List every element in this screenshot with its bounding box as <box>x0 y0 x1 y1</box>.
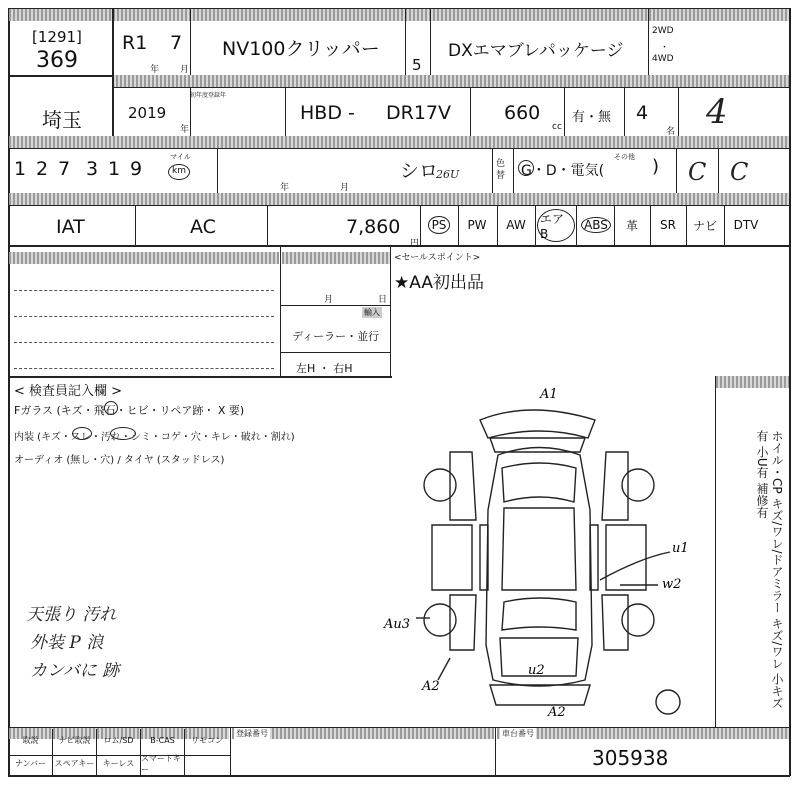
opt-div <box>576 205 577 245</box>
region: 埼玉 <box>42 108 82 132</box>
opt-div <box>724 205 725 245</box>
vrule-9 <box>564 87 565 136</box>
rear-window <box>502 598 576 630</box>
windshield <box>502 463 576 502</box>
wheel-rr <box>622 604 654 636</box>
frame-right <box>789 8 791 776</box>
label-a1: A1 <box>540 387 558 402</box>
option-ps-label: PS <box>428 216 451 234</box>
header-bar-5 <box>9 252 279 264</box>
fuel-other: その他 <box>614 153 635 161</box>
vrule-14 <box>513 148 514 193</box>
right-fender <box>602 452 628 520</box>
color-code: 26U <box>436 168 460 181</box>
first-reg-year: 2019 <box>128 104 167 122</box>
mileage-digit: 2 <box>36 158 49 180</box>
turbo: 有・無 <box>572 110 612 125</box>
opt-div <box>686 205 687 245</box>
chassis-number: 305938 <box>592 746 669 770</box>
vrule-16 <box>718 148 719 193</box>
seats-unit: 名 <box>666 127 676 137</box>
recycle-fee: 7,860 <box>346 216 401 238</box>
model-prefix: HBD - <box>300 102 355 124</box>
frame-bottom <box>8 775 790 777</box>
reg-number-label: 登録番号 <box>236 729 268 738</box>
mileage-digit: 3 <box>86 158 99 180</box>
mileage-digit: 7 <box>58 158 71 180</box>
mileage-digit: 1 <box>108 158 121 180</box>
acc-item: 取説 <box>9 729 53 752</box>
label-au3: Au3 <box>384 617 411 632</box>
label-a2-bottom: A2 <box>548 705 566 720</box>
import-label: 輸入 <box>364 308 380 317</box>
interior-line: 内装 (キズ・スレ・汚れ・シミ・コゲ・穴・キレ・破れ・割れ) <box>14 432 295 443</box>
rule-7 <box>8 727 790 728</box>
header-bar-2 <box>112 75 789 87</box>
header-bar-4 <box>9 193 789 205</box>
header-bar-10 <box>497 727 789 739</box>
lot-number: 369 <box>36 48 78 73</box>
wheel-rl <box>424 604 456 636</box>
front-bumper <box>490 438 585 452</box>
drive-sep: ・ <box>660 43 670 53</box>
rule-notes-2 <box>280 352 390 353</box>
shaken-year: 年 <box>280 183 290 193</box>
vrule-17 <box>135 205 136 245</box>
option-navi: ナビ <box>692 218 717 233</box>
steering-option: 左H ・ 右H <box>296 362 353 375</box>
label-w2: w2 <box>662 577 682 592</box>
left-door <box>432 525 472 590</box>
label-a2-left: A2 <box>422 679 440 694</box>
month-label: 月 <box>324 295 334 305</box>
rear-view <box>490 685 590 705</box>
cc-unit: cc <box>552 122 562 132</box>
pointer-u1 <box>600 552 670 580</box>
vrule-10 <box>624 87 625 136</box>
option-airbag-label: エアB <box>537 209 575 242</box>
vrule-11 <box>678 87 679 136</box>
vrule-13 <box>492 148 493 193</box>
vrule-7 <box>285 87 286 136</box>
header-bar-7 <box>716 376 789 388</box>
opt-div <box>650 205 651 245</box>
car-diagram <box>380 380 710 725</box>
lot-code: [1291] <box>32 28 82 46</box>
vrule-24 <box>495 727 496 776</box>
opt-div <box>497 205 498 245</box>
displacement: 660 <box>504 102 541 124</box>
interior-circle-2 <box>110 427 136 440</box>
opt-div <box>458 205 459 245</box>
month-value: 7 <box>170 32 183 54</box>
note-line <box>14 342 274 343</box>
header-bar-9 <box>232 727 494 739</box>
vrule-21 <box>390 245 391 378</box>
option-aw: AW <box>506 218 526 232</box>
option-abs-label: ABS <box>581 217 611 233</box>
acc-item: スマートキー <box>141 752 185 775</box>
option-leather: 革 <box>625 218 638 233</box>
right-quarter <box>602 595 628 650</box>
rule-5 <box>8 245 790 247</box>
opt-div <box>535 205 536 245</box>
rule-notes-1 <box>280 305 390 306</box>
left-quarter <box>450 595 476 650</box>
label-u1: u1 <box>672 541 689 556</box>
rule-2 <box>112 87 790 88</box>
acc-item: ナビ取説 <box>53 729 97 752</box>
first-reg-unit: 年 <box>180 125 190 135</box>
wheel-fl <box>424 469 456 501</box>
note-line <box>14 368 274 369</box>
drive-2wd: 2WD <box>652 26 674 36</box>
dealer-option: ディーラー・並行 <box>292 330 380 343</box>
header-bar-3 <box>9 136 789 148</box>
vrule-12 <box>217 148 218 193</box>
fuel: G・D・電気( <box>521 163 605 179</box>
first-reg-note: 初年度登録年 <box>190 92 227 99</box>
vrule-20 <box>280 245 281 378</box>
color: シロ <box>400 160 439 182</box>
sales-point-label: <セールスポイント> <box>394 253 481 263</box>
year-unit: 年 <box>150 65 160 75</box>
vrule-1 <box>112 8 114 136</box>
drive-4wd: 4WD <box>652 54 674 64</box>
hand-note-3: カンバに 跡 <box>30 661 120 681</box>
acc-item: B-CAS <box>141 729 185 752</box>
year-label: R1 <box>122 32 148 54</box>
sales-point: ★AA初出品 <box>394 273 484 293</box>
interior-grade: C <box>688 158 707 186</box>
shaken-month: 月 <box>340 183 350 193</box>
grade: DXエマブレパッケージ <box>448 41 624 61</box>
vrule-4 <box>430 8 431 75</box>
acc-item: リモコン <box>191 736 223 745</box>
option-abs <box>578 207 614 243</box>
front-view <box>480 410 595 438</box>
vrule-8 <box>470 87 471 136</box>
mileage-digit: 9 <box>130 158 143 180</box>
option-dtv: DTV <box>733 218 759 232</box>
model-code: DR17V <box>386 102 452 124</box>
hand-note-1: 天張り 汚れ <box>26 605 117 625</box>
aircon: AC <box>190 216 216 238</box>
acc-item: ナンバー <box>9 752 53 775</box>
corner-mark <box>656 690 680 714</box>
fuel-close: ) <box>652 156 660 177</box>
header-bar-6 <box>282 252 390 264</box>
note-line <box>14 290 274 291</box>
left-fender <box>450 452 476 520</box>
vrule-2 <box>190 8 191 75</box>
header-bar-1 <box>9 9 789 21</box>
yen-unit: 円 <box>410 239 420 249</box>
vrule-22 <box>715 376 716 727</box>
interior-circle-1 <box>72 427 92 440</box>
audio-line: オーディオ (無し・穴) / タイヤ (スタッドレス) <box>14 455 225 466</box>
hand-note-2: 外装 P 浪 <box>30 633 104 653</box>
exterior-grade: C <box>730 158 749 186</box>
roof <box>502 508 576 590</box>
vrule-5 <box>648 8 649 75</box>
rule-4 <box>8 205 790 206</box>
acc-item: ロム/SD <box>97 729 141 752</box>
acc-item <box>185 752 229 775</box>
acc-item: キーレス <box>97 752 141 775</box>
vrule-23 <box>230 727 231 776</box>
inspector-title: < 検査員記入欄 > <box>14 384 123 399</box>
rule-6 <box>8 376 392 378</box>
mileage-unit-mile: マイル <box>170 153 191 161</box>
windshield-circle <box>104 401 118 415</box>
rule-3 <box>8 148 790 149</box>
vrule-3 <box>405 8 406 75</box>
mileage-unit-km: km <box>172 166 186 176</box>
right-door <box>606 525 646 590</box>
rule-lot <box>8 75 112 77</box>
day-label: 日 <box>378 295 388 305</box>
model-name: NV100クリッパー <box>222 38 380 60</box>
option-pw: PW <box>467 218 487 232</box>
mileage-digit: 1 <box>14 158 27 180</box>
mileage <box>14 158 152 180</box>
seats: 4 <box>636 102 649 124</box>
color-side: 色替 <box>496 159 506 181</box>
five-mark: 5 <box>412 56 422 74</box>
option-sr: SR <box>660 218 676 232</box>
vrule-19 <box>420 205 421 245</box>
pointer-a2 <box>438 658 450 680</box>
option-ps <box>422 207 456 243</box>
handwritten-score: 4 <box>706 92 728 132</box>
damage-legend: ホイル・CP キズ/ワレ/ドアミラー キズ/ワレ 小キズ有 小U有 補修有 <box>755 430 784 710</box>
month-unit: 月 <box>180 65 190 75</box>
wheel-fr <box>622 469 654 501</box>
accessory-grid <box>9 729 229 775</box>
frame-left <box>8 8 10 776</box>
acc-item: スペアキー <box>53 752 97 775</box>
vrule-15 <box>676 148 677 193</box>
label-u2: u2 <box>528 663 545 678</box>
option-airbag <box>537 207 575 243</box>
transmission: IAT <box>56 216 85 238</box>
opt-div <box>614 205 615 245</box>
windshield-line: Fガラス (キズ・飛石・ヒビ・リペア跡・ X 要) <box>14 404 245 417</box>
note-line <box>14 316 274 317</box>
vrule-18 <box>267 205 268 245</box>
chassis-label: 車台番号 <box>502 729 534 738</box>
